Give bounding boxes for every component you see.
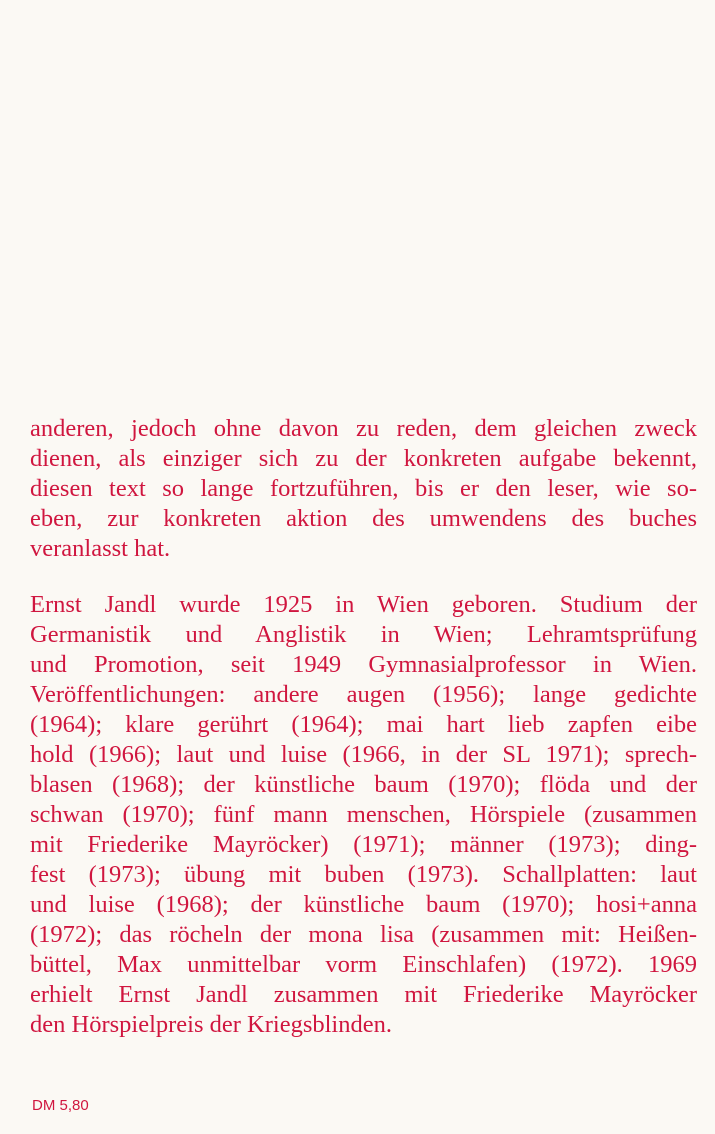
text-line: und luise (1968); der künstliche baum (1970); hosi+anna	[30, 891, 697, 918]
price-label: DM 5,80	[32, 1097, 89, 1114]
text-line: büttel, Max unmittelbar vorm Einschlafen) (1972). 1969	[30, 951, 697, 978]
text-line: dienen, als einziger sich zu der konkreten aufgabe bekennt,	[30, 445, 697, 472]
text-line: Veröffentlichungen: andere augen (1956); lange gedichte	[30, 681, 697, 708]
text-line: diesen text so lange fortzuführen, bis er den leser, wie so-	[30, 475, 697, 502]
text-line: und Promotion, seit 1949 Gymnasialprofessor in Wien.	[30, 651, 697, 678]
text-line: anderen, jedoch ohne davon zu reden, dem gleichen zweck	[30, 415, 697, 442]
text-line: schwan (1970); fünf mann menschen, Hörspiele (zusammen	[30, 801, 697, 828]
text-line: erhielt Ernst Jandl zusammen mit Friederike Mayröcker	[30, 981, 697, 1008]
text-line: (1972); das röcheln der mona lisa (zusammen mit: Heißen-	[30, 921, 697, 948]
author-biography	[30, 590, 697, 1040]
text-line: veranlasst hat.	[30, 535, 171, 562]
text-line: mit Friederike Mayröcker) (1971); männer (1973); ding-	[30, 831, 697, 858]
text-line: den Hörspielpreis der Kriegsblinden.	[30, 1011, 392, 1038]
text-line: hold (1966); laut und luise (1966, in der SL 1971); sprech-	[30, 741, 697, 768]
closing-paragraph	[30, 414, 697, 564]
text-line: eben, zur konkreten aktion des umwendens des buches	[30, 505, 697, 532]
text-line: Ernst Jandl wurde 1925 in Wien geboren. Studium der	[30, 591, 697, 618]
text-line: fest (1973); übung mit buben (1973). Schallplatten: laut	[30, 861, 697, 888]
text-line: Germanistik und Anglistik in Wien; Lehramtsprüfung	[30, 621, 697, 648]
text-line: (1964); klare gerührt (1964); mai hart lieb zapfen eibe	[30, 711, 697, 738]
text-line: blasen (1968); der künstliche baum (1970); flöda und der	[30, 771, 697, 798]
